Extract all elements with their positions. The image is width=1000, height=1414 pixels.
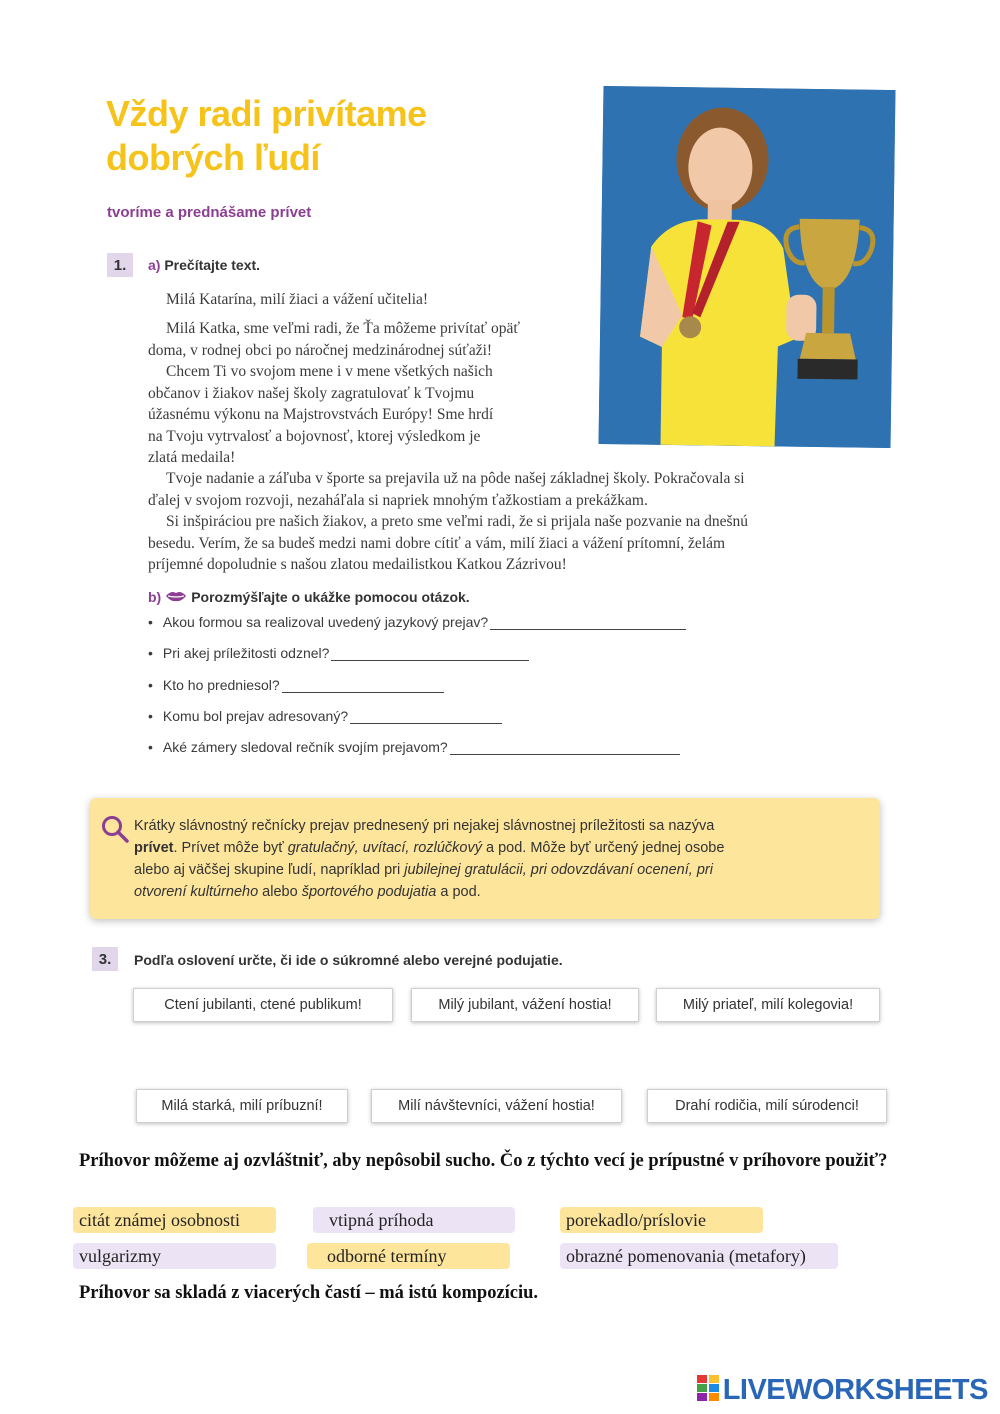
answer-line-1[interactable]: [490, 615, 686, 630]
definition-line-4: [134, 881, 869, 903]
def-italic: jubilejnej gratulácii, pri odovzdávaní ocenení, pri: [404, 862, 713, 878]
speech-line: Chcem Ti vo svojom mene i v mene všetkých našich: [166, 363, 493, 380]
magnifier-icon: [100, 814, 130, 849]
liveworksheets-logo: [697, 1374, 988, 1407]
term-privet: prívet: [134, 840, 174, 856]
question-text: Aké zámery sledoval rečník svojím prejavom?: [162, 739, 448, 755]
def-italic: otvorení kultúrneho: [134, 884, 259, 900]
part-a-text: Prečítajte text.: [164, 257, 261, 273]
exercise-3-number: 3.: [92, 947, 118, 971]
question-text: Kto ho predniesol?: [162, 677, 280, 693]
speech-line: na Tvoju vytrvalosť a bojovnosť, ktorej výsledkom je: [148, 427, 481, 445]
speech-salutation: Milá Katarína, milí žiaci a vážení učitelia!: [166, 291, 429, 308]
exercise-3-instruction: Podľa oslovení určte, či ide o súkromné alebo verejné podujatie.: [134, 952, 563, 968]
page-subtitle: tvoríme a prednášame prívet: [107, 204, 312, 221]
def-text: a pod.: [436, 884, 481, 900]
def-text: a pod. Môže byť určený jednej osobe: [481, 840, 725, 856]
speech-question: Príhovor môžeme aj ozvláštniť, aby nepôsobil sucho. Čo z týchto vecí je prípustné v príhovore použiť?: [79, 1151, 888, 1171]
question-item: [148, 708, 502, 724]
speech-line: besedu. Verím, že sa budeš medzi nami dobre cítiť a vám, milí žiaci a vážení prítomní, želám: [148, 534, 726, 552]
definition-text: [134, 815, 869, 903]
answer-line-5[interactable]: [450, 740, 680, 755]
bullet: •: [148, 645, 153, 661]
bullet: •: [148, 614, 153, 630]
question-item: [148, 645, 529, 661]
question-item: [148, 677, 444, 693]
exercise-1a-label: [148, 257, 260, 273]
greeting-card-5[interactable]: Milí návštevníci, vážení hostia!: [371, 1089, 622, 1123]
speech-line: ďalej v svojom rozvoji, nezaháľala si napriek mnohým ťažkostiam a prekážkam.: [148, 491, 648, 509]
question-item: [148, 739, 680, 755]
option-chip-6[interactable]: obrazné pomenovania (metafory): [560, 1243, 838, 1269]
question-text: Akou formou sa realizoval uvedený jazykový prejav?: [162, 614, 489, 630]
greeting-card-2[interactable]: Milý jubilant, vážení hostia!: [411, 988, 639, 1022]
question-item: [148, 614, 686, 630]
exercise-1b-label: [148, 589, 470, 605]
definition-line-3: [134, 859, 869, 881]
speech-line: Milá Katka, sme veľmi radi, že Ťa môžeme privítať opäť: [166, 320, 520, 337]
option-chip-4[interactable]: vulgarizmy: [73, 1243, 276, 1269]
answer-line-3[interactable]: [282, 678, 444, 693]
exercise-1-number: 1.: [107, 253, 133, 277]
speech-line: príjemné dopoludnie s našou zlatou medailistkou Katkou Zázrivou!: [148, 556, 567, 573]
definition-line-1: Krátky slávnostný rečnícky prejav prednesený pri nejakej slávnostnej príležitosti sa nazýva: [134, 818, 715, 834]
speech-line: Si inšpiráciou pre našich žiakov, a preto sme veľmi radi, že si prijala naše pozvanie na dnešnú: [166, 513, 749, 530]
liveworksheets-logo-icon: [697, 1375, 719, 1406]
speech-line: zlatá medaila!: [148, 449, 236, 466]
greeting-card-3[interactable]: Milý priateľ, milí kolegovia!: [656, 988, 880, 1022]
bullet: •: [148, 708, 153, 724]
question-text: Pri akej príležitosti odznel?: [162, 645, 330, 661]
question-text: Komu bol prejav adresovaný?: [162, 708, 349, 724]
speech-line: doma, v rodnej obci po náročnej medzinárodnej súťaži!: [148, 341, 493, 359]
option-chip-1[interactable]: citát známej osobnosti: [73, 1207, 276, 1233]
part-a-letter: a): [148, 257, 161, 273]
speech-line: Tvoje nadanie a záľuba v športe sa prejavila už na pôde našej základnej školy. Pokračovala si: [166, 470, 745, 487]
speech-text-upper: [148, 318, 598, 469]
part-b-text: Porozmýšľajte o ukážke pomocou otázok.: [191, 589, 470, 605]
def-italic: gratulačný, uvítací, rozlúčkový: [287, 840, 482, 856]
title-line-1: Vždy radi privítame: [106, 93, 427, 134]
title-line-2: dobrých ľudí: [106, 137, 320, 178]
liveworksheets-wordmark: LIVEWORKSHEETS: [722, 1374, 988, 1406]
bullet: •: [148, 677, 153, 693]
bullet: •: [148, 739, 153, 755]
answer-line-4[interactable]: [350, 709, 502, 724]
answer-line-2[interactable]: [331, 646, 529, 661]
option-chip-5[interactable]: odborné termíny: [307, 1243, 510, 1269]
greeting-card-1[interactable]: Ctení jubilanti, ctené publikum!: [133, 988, 393, 1022]
def-italic: športového podujatia: [301, 884, 437, 900]
option-chip-2[interactable]: vtipná príhoda: [313, 1207, 515, 1233]
lips-icon: [165, 589, 187, 605]
option-chip-3[interactable]: porekadlo/príslovie: [560, 1207, 763, 1233]
greeting-card-4[interactable]: Milá starká, milí príbuzní!: [136, 1089, 348, 1123]
def-text: alebo: [258, 884, 302, 900]
part-b-letter: b): [148, 589, 162, 605]
page-title: [106, 92, 427, 180]
girl-with-trophy-photo: [599, 86, 896, 448]
definition-line-2: [134, 837, 869, 859]
speech-line: úžasnému výkonu na Majstrovstvách Európy! Sme hrdí: [148, 406, 494, 423]
def-text: alebo aj väčšej skupine ľudí, napríklad pri: [134, 862, 405, 878]
speech-text-lower: [148, 468, 888, 576]
greeting-card-6[interactable]: Drahí rodičia, milí súrodenci!: [647, 1089, 887, 1123]
speech-line: občanov i žiakov našej školy zagratulovať k Tvojmu: [148, 384, 475, 402]
def-text: . Prívet môže byť: [173, 840, 288, 856]
composition-note: Príhovor sa skladá z viacerých častí – má istú kompozíciu.: [79, 1283, 539, 1303]
